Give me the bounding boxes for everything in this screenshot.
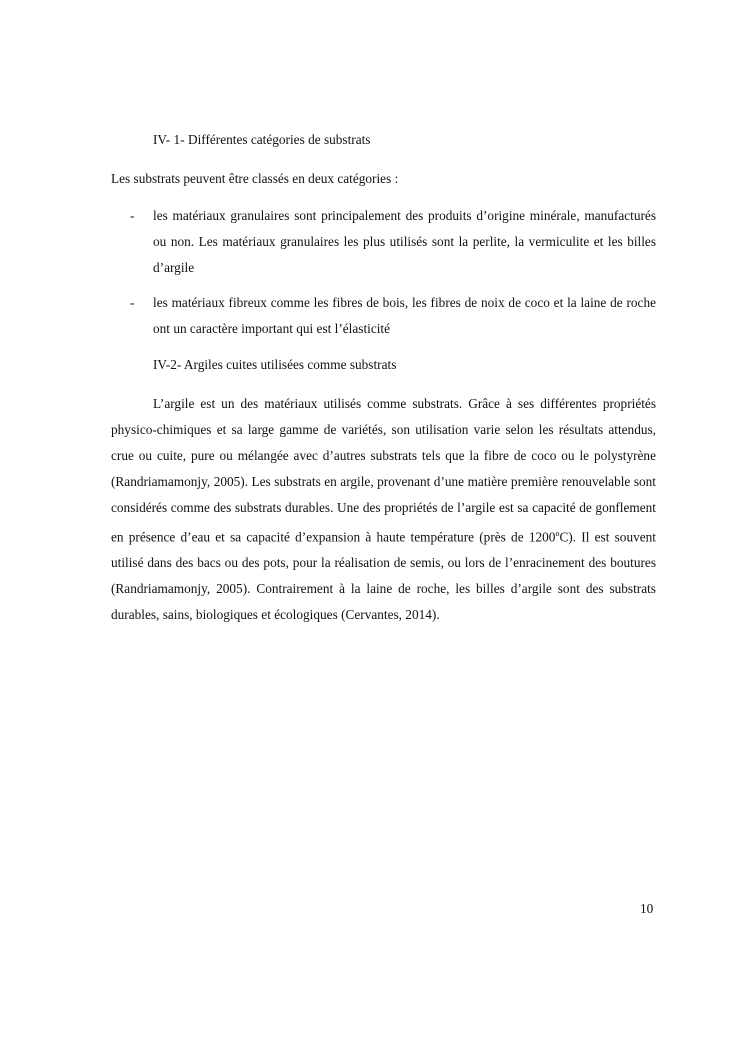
section-heading-iv-1: IV- 1- Différentes catégories de substrats xyxy=(153,132,371,147)
degree-superscript: o xyxy=(555,529,560,538)
bullet-marker: - xyxy=(130,208,135,223)
bullet-granular-materials: les matériaux granulaires sont principalement des produits d’origine minérale, manufacturés ou non. Les matériaux granulaires les plus utilisés sont la perlite, la vermiculite et les billes d’argile xyxy=(153,208,656,275)
intro-sentence: Les substrats peuvent être classés en deux catégories : xyxy=(111,171,399,186)
section-heading-iv-2: IV-2- Argiles cuites utilisées comme substrats xyxy=(153,357,397,372)
body-paragraph xyxy=(111,391,656,628)
page-number: 10 xyxy=(640,901,654,916)
paragraph-text-part-2: C). Il est souvent utilisé dans des bacs ou des pots, pour la réalisation de semis, ou lors de l’enracinement des boutures (Randriamamonjy, 2005). Contrairement à la laine de roche, les billes d’argile sont des substrats durables, sains, biologiques et écologiques (Cervantes, 2014). xyxy=(111,529,656,623)
bullet-fibrous-materials: les matériaux fibreux comme les fibres de bois, les fibres de noix de coco et la laine de roche ont un caractère important qui est l’élasticité xyxy=(153,295,656,336)
bullet-marker: - xyxy=(130,295,135,310)
paragraph-text-part-1: L’argile est un des matériaux utilisés comme substrats. Grâce à ses différentes propriétés physico-chimiques et sa large gamme de variétés, son utilisation varie selon les résultats attendus, crue ou cuite, pure ou mélangée avec d’autres substrats tels que la fibre de coco ou le polystyrène (Randriamamonjy, 2005). Les substrats en argile, provenant d’une matière première renouvelable sont considérés comme des substrats durables. Une des propriétés de l’argile est sa capacité de gonflement en présence d’eau et sa capacité d’expansion à haute température (près de 1200 xyxy=(111,396,656,545)
